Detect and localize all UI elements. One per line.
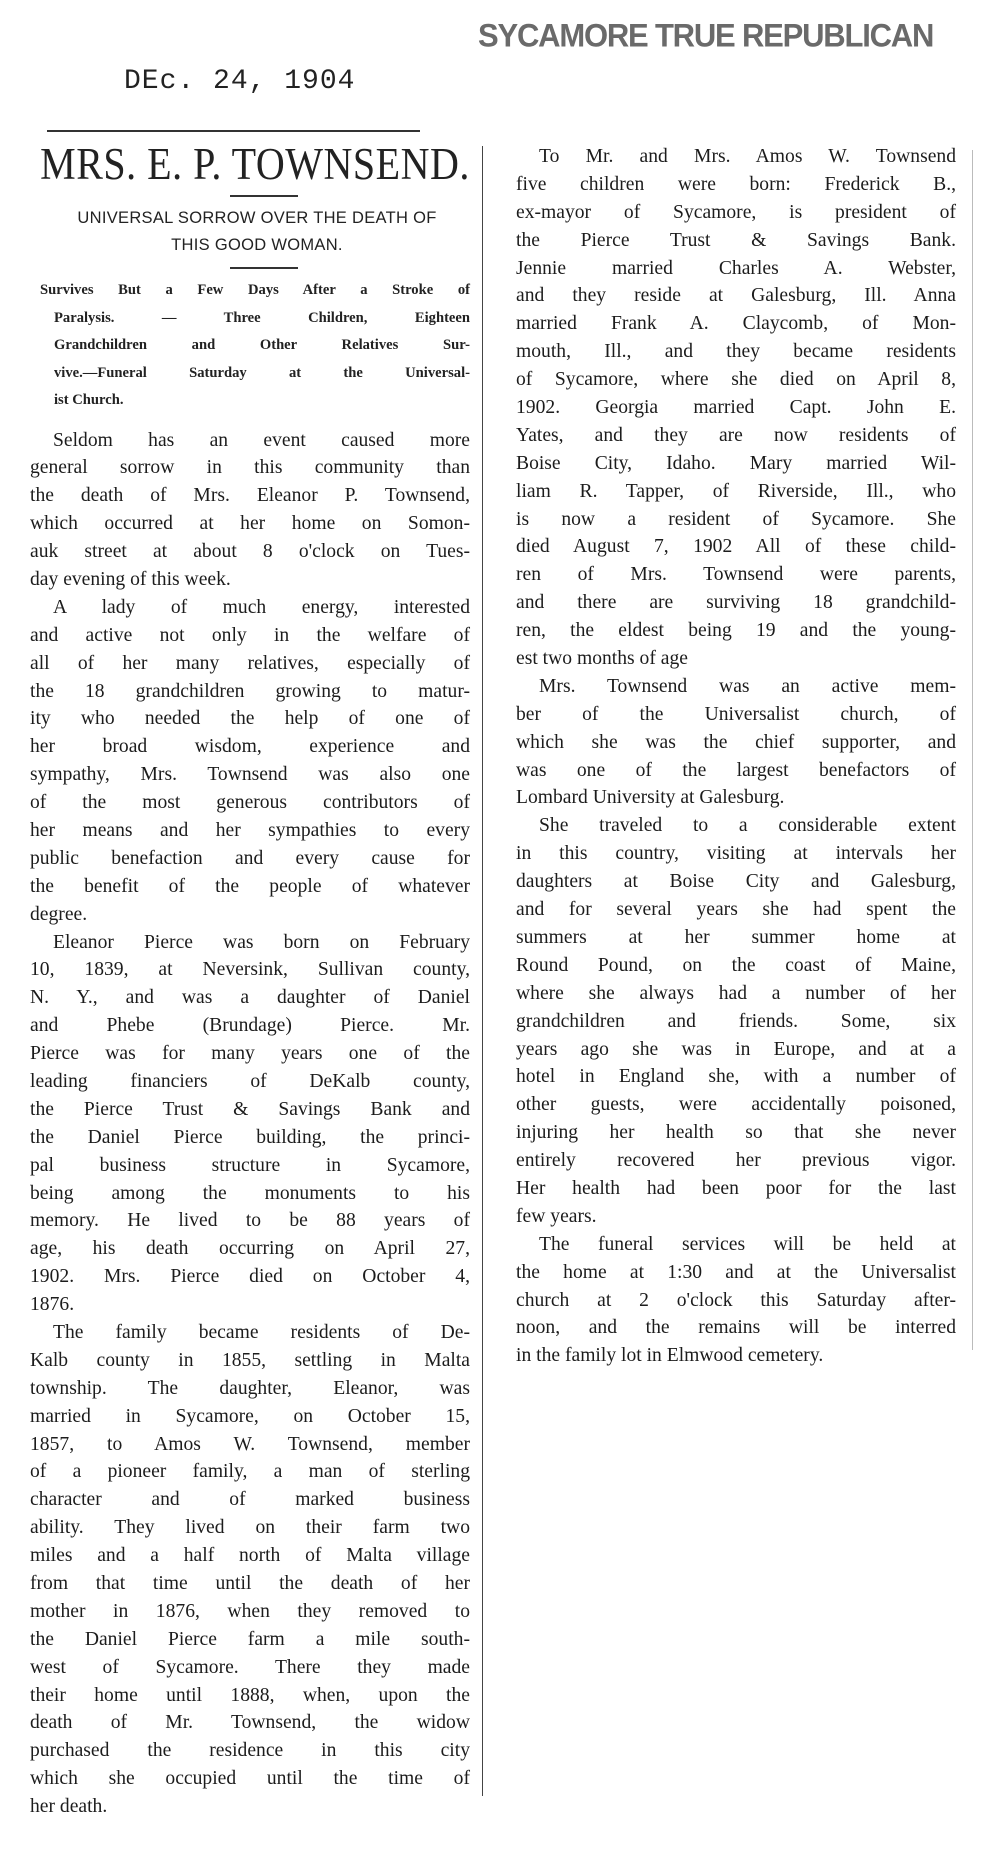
paragraph-line: church at 2 o'clock this Saturday after- xyxy=(516,1289,956,1311)
subheadline xyxy=(44,205,470,259)
paragraph-line: married Frank A. Claycomb, of Mon- xyxy=(516,313,956,335)
paragraph-line: injuring her health so that she never xyxy=(516,1122,956,1144)
paragraph-line: day evening of this week. xyxy=(30,568,231,590)
paragraph-line: of the most generous contributors of xyxy=(30,792,470,814)
headline-dash-divider xyxy=(230,195,298,197)
paragraph-line: Kalb county in 1855, settling in Malta xyxy=(30,1349,470,1371)
paragraph-line: died August 7, 1902 All of these child- xyxy=(516,536,956,558)
paragraph-line: memory. He lived to be 88 years of xyxy=(30,1210,470,1232)
paragraph-line: the Daniel Pierce building, the princi- xyxy=(30,1126,470,1148)
article-paragraph xyxy=(516,812,956,1230)
paragraph-line: which occurred at her home on Somon- xyxy=(30,513,470,535)
paragraph-line: which she occupied until the time of xyxy=(30,1768,470,1790)
paragraph-line: Round Pound, on the coast of Maine, xyxy=(516,954,956,976)
paragraph-line: and they reside at Galesburg, Ill. Anna xyxy=(516,285,956,307)
paragraph-line: five children were born: Frederick B., xyxy=(516,173,956,195)
paragraph-line: public benefaction and every cause for xyxy=(30,847,470,869)
left-column xyxy=(30,137,470,1821)
paragraph-line: of a pioneer family, a man of sterling xyxy=(30,1461,470,1483)
paragraph-line: She traveled to a considerable extent xyxy=(539,815,956,837)
article-paragraph xyxy=(516,673,956,812)
deck-line: vive.—Funeral Saturday at the Universal- xyxy=(54,364,470,381)
paragraph-line: The family became residents of De- xyxy=(53,1322,470,1343)
right-column xyxy=(516,143,956,1370)
right-column-body xyxy=(516,143,956,1370)
paragraph-line: which she was the chief supporter, and xyxy=(516,731,956,753)
paragraph-line: leading financiers of DeKalb county, xyxy=(30,1070,470,1092)
paragraph-line: of Sycamore, where she died on April 8, xyxy=(516,369,956,391)
paragraph-line: Lombard University at Galesburg. xyxy=(516,787,785,809)
paragraph-line: in this country, visiting at intervals her xyxy=(516,843,956,865)
paragraph-line: miles and a half north of Malta village xyxy=(30,1545,470,1567)
column-divider xyxy=(482,146,483,1796)
paragraph-line: mother in 1876, when they removed to xyxy=(30,1600,470,1622)
paragraph-line: 1876. xyxy=(30,1294,75,1316)
paragraph-line: summers at her summer home at xyxy=(516,926,956,948)
paragraph-line: the Pierce Trust & Savings Bank and xyxy=(30,1098,470,1120)
paragraph-line: grandchildren and friends. Some, six xyxy=(516,1010,956,1032)
paragraph-line: few years. xyxy=(516,1205,597,1227)
paragraph-line: and active not only in the welfare of xyxy=(30,624,470,646)
paragraph-line: entirely recovered her previous vigor. xyxy=(516,1150,956,1172)
paragraph-line: ability. They lived on their farm two xyxy=(30,1517,470,1539)
paragraph-line: her death. xyxy=(30,1796,108,1818)
paragraph-line: 1857, to Amos W. Townsend, member xyxy=(30,1433,470,1455)
article-paragraph xyxy=(516,143,956,673)
subheadline-dash-divider xyxy=(230,267,298,269)
paragraph-line: ren, the eldest being 19 and the young- xyxy=(516,620,956,642)
paragraph-line: and for several years she had spent the xyxy=(516,899,956,921)
left-column-body xyxy=(30,427,470,1822)
paragraph-line: in the family lot in Elmwood cemetery. xyxy=(516,1345,824,1367)
article-paragraph xyxy=(30,594,470,929)
paragraph-line: her broad wisdom, experience and xyxy=(30,736,470,758)
article-paragraph xyxy=(30,929,470,1319)
paragraph-line: all of her many relatives, especially of xyxy=(30,652,470,674)
paragraph-line: death of Mr. Townsend, the widow xyxy=(30,1712,470,1734)
paragraph-line: Boise City, Idaho. Mary married Wil- xyxy=(516,452,956,474)
clipping-date: DEc. 24, 1904 xyxy=(124,66,356,97)
paragraph-line: 10, 1839, at Neversink, Sullivan county, xyxy=(30,959,470,981)
paragraph-line: other guests, were accidentally poisoned, xyxy=(516,1094,956,1116)
paragraph-line: purchased the residence in this city xyxy=(30,1740,470,1762)
paragraph-line: and Phebe (Brundage) Pierce. Mr. xyxy=(30,1015,470,1037)
paragraph-line: from that time until the death of her xyxy=(30,1573,470,1595)
paragraph-line: Her health had been poor for the last xyxy=(516,1177,956,1199)
paragraph-line: liam R. Tapper, of Riverside, Ill., who xyxy=(516,480,956,502)
paragraph-line: hotel in England she, with a number of xyxy=(516,1066,956,1088)
paragraph-line: pal business structure in Sycamore, xyxy=(30,1154,470,1176)
paragraph-line: the home at 1:30 and at the Universalist xyxy=(516,1261,956,1283)
top-rule-divider xyxy=(47,130,420,132)
paragraph-line: Eleanor Pierce was born on February xyxy=(53,931,470,953)
paragraph-line: the death of Mrs. Eleanor P. Townsend, xyxy=(30,485,470,507)
paragraph-line: ity who needed the help of one of xyxy=(30,708,470,730)
paragraph-line: the Daniel Pierce farm a mile south- xyxy=(30,1628,470,1650)
paragraph-line: daughters at Boise City and Galesburg, xyxy=(516,871,956,893)
deck-line: ist Church. xyxy=(54,392,124,408)
paragraph-line: her means and her sympathies to every xyxy=(30,819,470,841)
paragraph-line: the Pierce Trust & Savings Bank. xyxy=(516,229,956,251)
paragraph-line: is now a resident of Sycamore. She xyxy=(516,508,956,530)
deck-line: Survives But a Few Days After a Stroke of xyxy=(40,282,470,298)
deck-line: Grandchildren and Other Relatives Sur- xyxy=(54,337,470,353)
subheadline-line: THIS GOOD WOMAN. xyxy=(171,236,343,254)
article-paragraph xyxy=(516,1231,956,1370)
paragraph-line: and there are surviving 18 grandchild- xyxy=(516,592,956,614)
deck-summary xyxy=(40,277,470,415)
paragraph-line: degree. xyxy=(30,903,88,925)
paragraph-line: general sorrow in this community than xyxy=(30,457,470,479)
paragraph-line: A lady of much energy, interested xyxy=(53,596,470,618)
paragraph-line: Yates, and they are now residents of xyxy=(516,424,956,446)
paragraph-line: Seldom has an event caused more xyxy=(53,429,470,451)
paragraph-line: township. The daughter, Eleanor, was xyxy=(30,1377,470,1399)
paragraph-line: age, his death occurring on April 27, xyxy=(30,1238,470,1260)
paragraph-line: character and of marked business xyxy=(30,1489,470,1511)
paragraph-line: 1902. Georgia married Capt. John E. xyxy=(516,397,956,419)
obituary-headline: MRS. E. P. TOWNSEND. xyxy=(40,137,470,190)
subheadline-line: UNIVERSAL SORROW OVER THE DEATH OF xyxy=(77,209,437,227)
paragraph-line: their home until 1888, when, upon the xyxy=(30,1684,470,1706)
paragraph-line: married in Sycamore, on October 15, xyxy=(30,1405,470,1427)
paragraph-line: the 18 grandchildren growing to matur- xyxy=(30,680,470,702)
paragraph-line: To Mr. and Mrs. Amos W. Townsend xyxy=(539,146,956,167)
paragraph-line: est two months of age xyxy=(516,648,688,670)
paragraph-line: mouth, Ill., and they became residents xyxy=(516,341,956,363)
paragraph-line: Mrs. Townsend was an active mem- xyxy=(539,675,956,697)
paragraph-line: years ago she was in Europe, and at a xyxy=(516,1038,956,1060)
paragraph-line: Pierce was for many years one of the xyxy=(30,1043,470,1065)
paragraph-line: was one of the largest benefactors of xyxy=(516,759,956,781)
paragraph-line: N. Y., and was a daughter of Daniel xyxy=(30,987,470,1009)
paragraph-line: sympathy, Mrs. Townsend was also one xyxy=(30,764,470,786)
paragraph-line: noon, and the remains will be interred xyxy=(516,1317,956,1339)
paragraph-line: west of Sycamore. There they made xyxy=(30,1656,470,1678)
paragraph-line: ex-mayor of Sycamore, is president of xyxy=(516,201,956,223)
paragraph-line: the benefit of the people of whatever xyxy=(30,875,470,897)
paragraph-line: ren of Mrs. Townsend were parents, xyxy=(516,564,956,586)
right-column-edge xyxy=(972,150,973,1350)
paragraph-line: being among the monuments to his xyxy=(30,1182,470,1204)
paragraph-line: where she always had a number of her xyxy=(516,982,956,1004)
paragraph-line: auk street at about 8 o'clock on Tues- xyxy=(30,541,470,563)
deck-line: Paralysis. — Three Children, Eighteen xyxy=(54,309,470,326)
newspaper-masthead-stamp: SYCAMORE TRUE REPUBLICAN xyxy=(478,17,934,54)
article-paragraph xyxy=(30,427,470,594)
paragraph-line: 1902. Mrs. Pierce died on October 4, xyxy=(30,1266,470,1288)
article-paragraph xyxy=(30,1319,470,1821)
paragraph-line: Jennie married Charles A. Webster, xyxy=(516,257,956,279)
paragraph-line: ber of the Universalist church, of xyxy=(516,703,956,725)
paragraph-line: The funeral services will be held at xyxy=(539,1233,956,1255)
